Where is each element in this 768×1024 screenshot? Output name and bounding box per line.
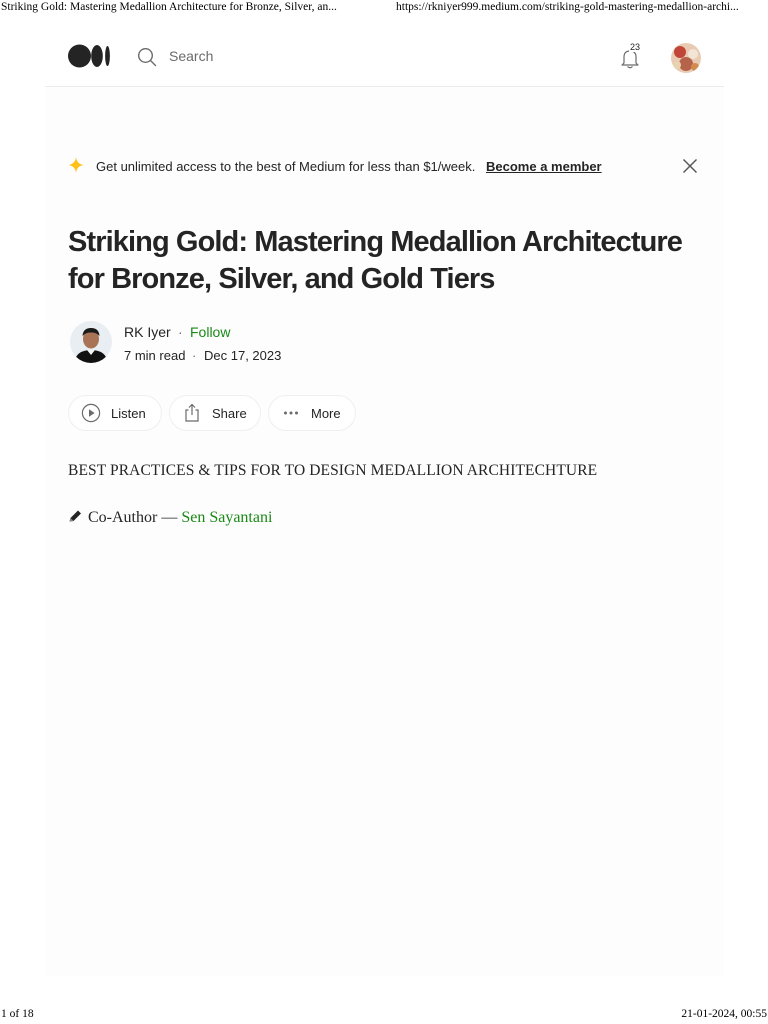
top-navigation-bar — [45, 26, 724, 87]
play-circle-icon — [81, 403, 101, 423]
become-member-link[interactable]: Become a member — [486, 159, 602, 174]
share-button[interactable] — [169, 395, 261, 431]
share-icon — [182, 403, 202, 423]
read-time: 7 min read — [124, 348, 186, 363]
print-page-number: 1 of 18 — [1, 1008, 34, 1020]
more-button[interactable] — [268, 395, 356, 431]
print-datetime: 21-01-2024, 00:55 — [681, 1008, 767, 1020]
author-name[interactable]: RK Iyer — [124, 324, 171, 340]
search-input[interactable]: Search — [169, 48, 214, 64]
membership-banner — [68, 156, 700, 178]
share-label: Share — [212, 406, 247, 421]
publish-date: Dec 17, 2023 — [204, 348, 282, 363]
more-label: More — [311, 406, 341, 421]
print-page-url: https://rkniyer999.medium.com/striking-gold-mastering-medallion-archi... — [396, 1, 739, 13]
coauthor-link[interactable]: Sen Sayantani — [181, 509, 273, 526]
coauthor-prefix: Co-Author — — [88, 509, 182, 526]
follow-button[interactable]: Follow — [190, 324, 231, 340]
close-icon[interactable] — [682, 158, 698, 174]
listen-label: Listen — [111, 406, 146, 421]
more-dots-icon — [281, 403, 301, 423]
search-icon[interactable] — [137, 47, 157, 67]
sparkle-icon — [68, 157, 84, 173]
meta-separator: · — [178, 324, 183, 340]
print-page-title: Striking Gold: Mastering Medallion Architecture for Bronze, Silver, an... — [1, 1, 337, 13]
print-footer — [0, 1006, 768, 1024]
user-avatar[interactable] — [671, 43, 701, 73]
pencil-icon — [68, 509, 83, 523]
author-avatar[interactable] — [70, 321, 112, 363]
banner-text: Get unlimited access to the best of Medium for less than $1/week. — [96, 159, 476, 174]
medium-logo-icon[interactable] — [68, 44, 112, 68]
article-subtitle: BEST PRACTICES & TIPS FOR TO DESIGN MEDALLION ARCHITECHTURE — [68, 462, 598, 479]
meta-separator: · — [192, 348, 197, 363]
notification-count-badge: 23 — [630, 42, 641, 52]
listen-button[interactable] — [68, 395, 162, 431]
coauthor-line — [68, 509, 272, 527]
print-header — [0, 0, 768, 18]
article-title: Striking Gold: Mastering Medallion Architecture for Bronze, Silver, and Gold Tiers — [68, 226, 683, 295]
